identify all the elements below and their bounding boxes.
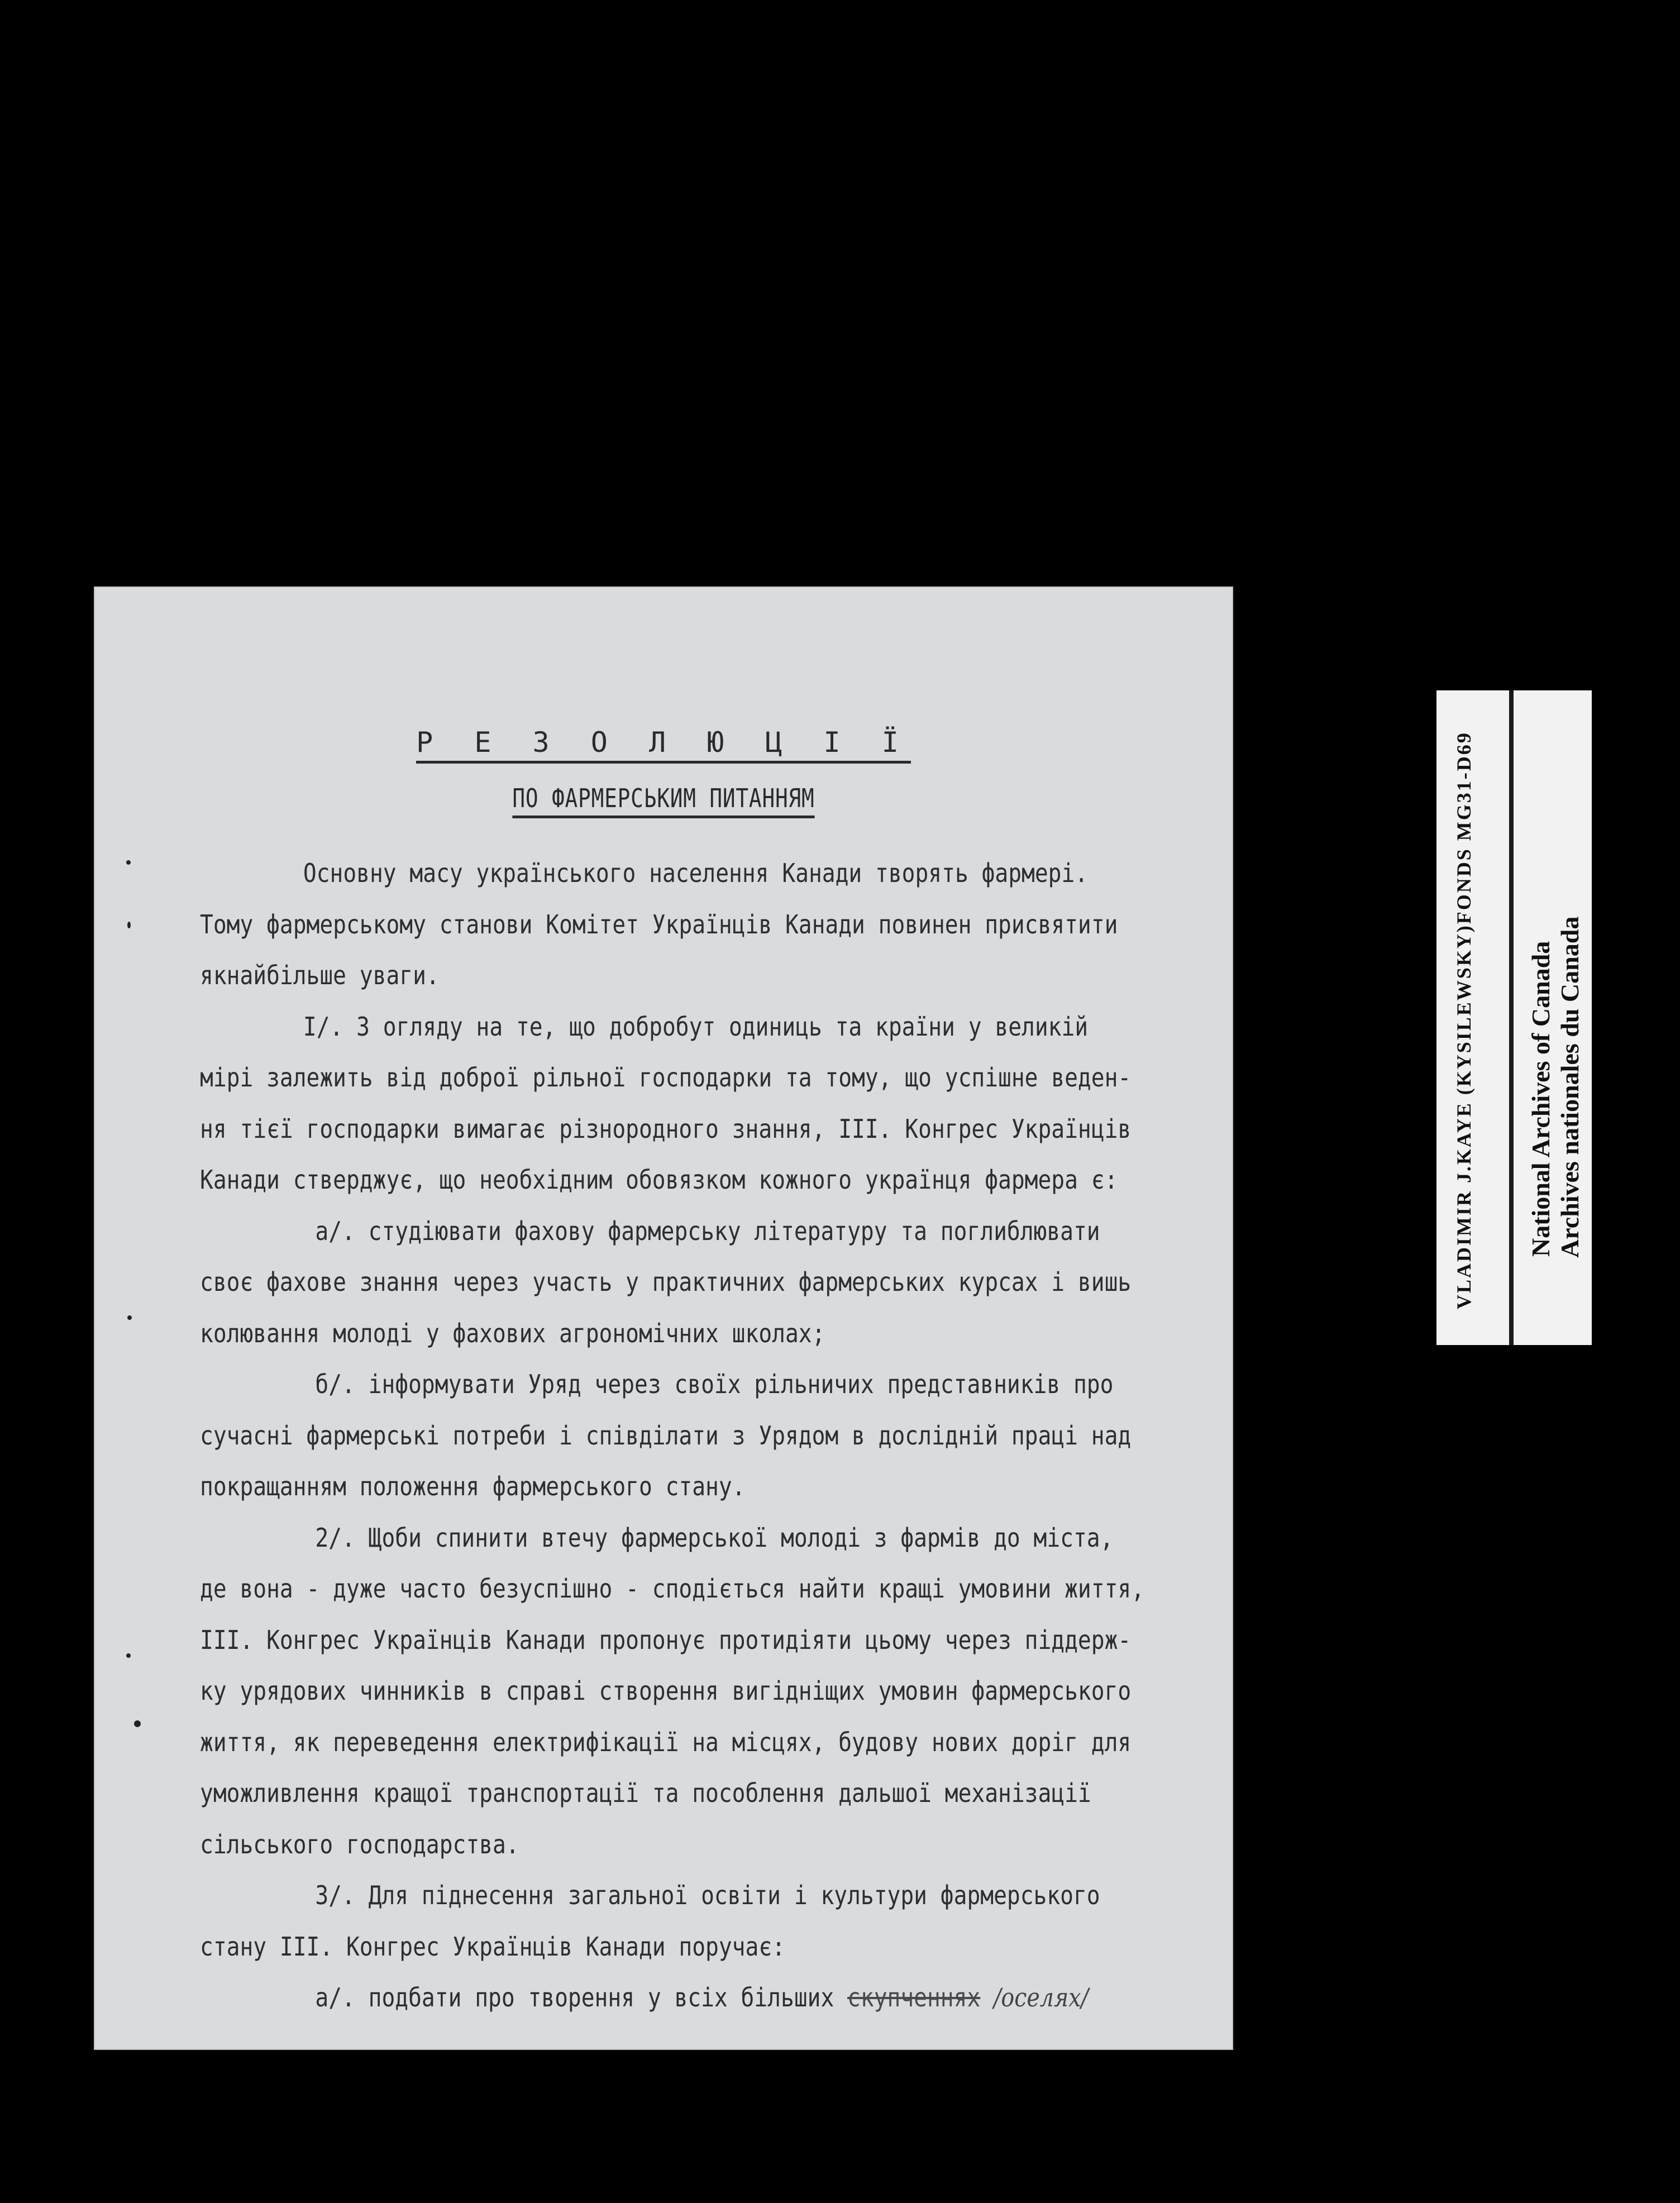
text-line: сучасні фармерські потреби і співділати з Урядом в дослідній праці над xyxy=(200,1420,1132,1451)
text-line: Тому фармерському станови Комітет Українців Канади повинен присвятити xyxy=(200,909,1118,940)
text-line: 3/. Для піднесення загальної освіти і культури фармерського xyxy=(315,1880,1100,1910)
film-speck xyxy=(126,1653,131,1658)
text-line: ку урядових чинників в справі створення вигідніщих умовин фармерського xyxy=(200,1676,1132,1706)
text-line: 2/. Щоби спинити втечу фармерської молоді з фармів до міста, xyxy=(315,1522,1114,1553)
archives-name-en: National Archives of Canada xyxy=(1526,941,1555,1257)
document-subtitle: ПО ФАРМЕРСЬКИМ ПИТАННЯМ xyxy=(197,783,1131,813)
text-line: стану III. Конгрес Українців Канади поручає: xyxy=(200,1931,785,1962)
label-divider xyxy=(1509,690,1514,1345)
film-speck xyxy=(127,922,131,928)
document-title: Р Е З О Л Ю Ц І Ї xyxy=(94,726,1233,759)
document-page xyxy=(94,586,1233,2050)
fonds-label: VLADIMIR J.KAYE (KYSILEWSKY)FONDS MG31-D69 xyxy=(1453,731,1475,1309)
text-line: Основну масу українського населення Канади творять фармері. xyxy=(303,858,1089,888)
text-line: I/. З огляду на те, що добробут одиниць та країни у великій xyxy=(303,1011,1089,1042)
document-body xyxy=(200,848,1244,2024)
text-line: а/. студіювати фахову фармерську літературу та поглиблювати xyxy=(315,1215,1100,1246)
text-line: покращанням положення фармерського стану. xyxy=(200,1471,746,1501)
text-line: життя, як переведення електрифікації на місцях, будову нових доріг для xyxy=(200,1727,1132,1757)
archive-label xyxy=(1436,690,1593,1345)
text-line: де вона - дуже часто безуспішно - сподіється найти кращі умовини життя, xyxy=(200,1573,1145,1604)
text-line: колювання молоді у фахових агрономічних школах; xyxy=(200,1318,825,1348)
text-line: сільського господарства. xyxy=(200,1829,519,1859)
text-line-last xyxy=(200,1972,1098,2024)
film-speck xyxy=(134,1720,141,1727)
text-line: ня тієї господарки вимагає різнородного знання, III. Конгрес Українців xyxy=(200,1113,1132,1144)
text-line: уможливлення кращої транспортації та пособлення дальшої механізації xyxy=(200,1778,1091,1808)
text-line: своє фахове знання через участь у практичних фармерських курсах і вишь xyxy=(200,1267,1132,1297)
archives-name-fr: Archives nationales du Canada xyxy=(1555,916,1584,1258)
text-line: б/. інформувати Уряд через своїх рільничих представників про xyxy=(315,1369,1114,1399)
text-line: якнайбільше уваги. xyxy=(200,960,440,990)
text-line: Канади стверджує, що необхідним обовязком кожного українця фармера є: xyxy=(200,1165,1118,1195)
text-line: III. Конгрес Українців Канади пропонує протидіяти цьому через піддерж- xyxy=(200,1624,1132,1655)
struck-word: скупченнях xyxy=(847,1982,981,2013)
film-speck xyxy=(126,860,131,865)
handwritten-annotation: /оселях/ xyxy=(994,1982,1089,2013)
text-line: мірі залежить від доброї рільної господарки та тому, що успішне веден- xyxy=(200,1062,1132,1093)
film-speck xyxy=(127,1315,132,1320)
last-line-text: а/. подбати про творення у всіх більших xyxy=(315,1982,848,2013)
